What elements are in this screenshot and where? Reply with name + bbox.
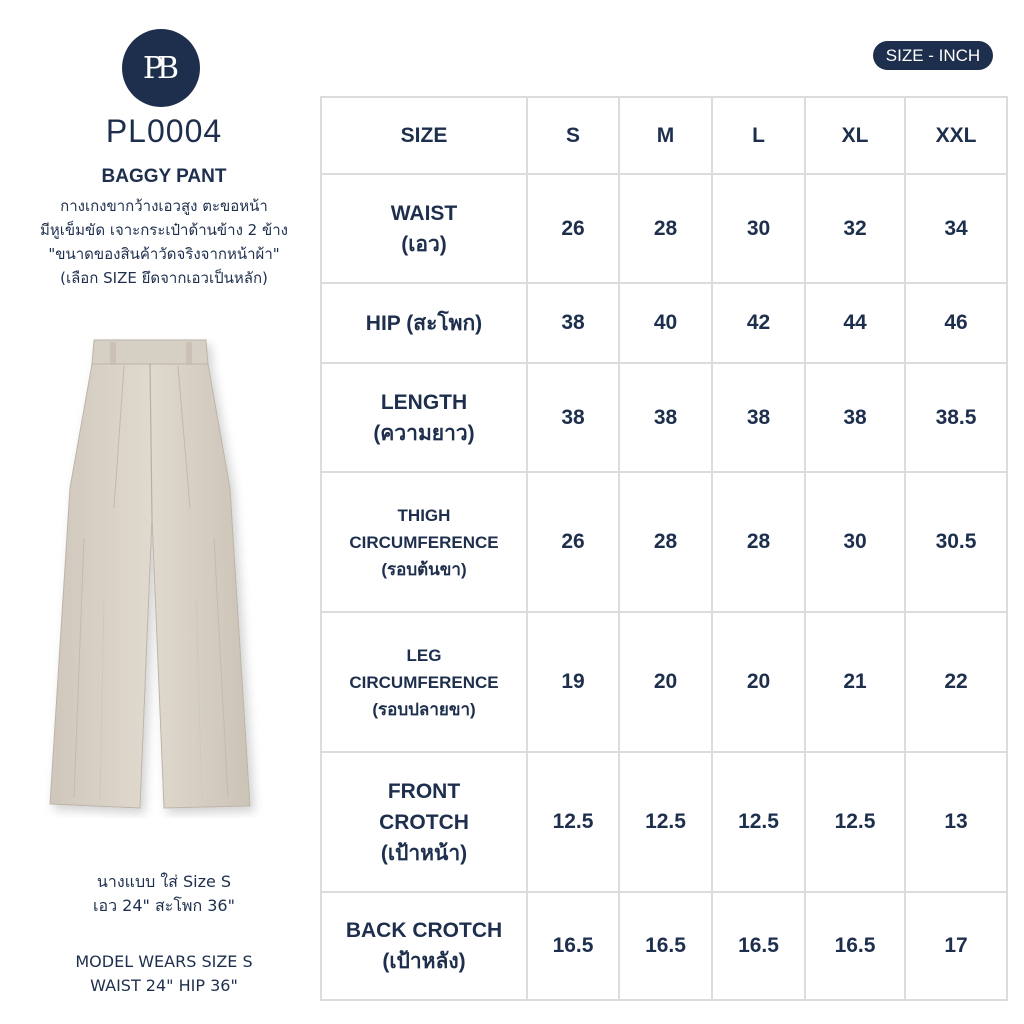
label-line: (รอบปลายขา) (372, 699, 476, 719)
header-l: L (712, 97, 805, 174)
table-cell: 30 (712, 174, 805, 283)
header-xxl: XXL (905, 97, 1007, 174)
model-info-thai (14, 870, 314, 918)
row-label (321, 752, 527, 892)
label-line: HIP (สะโพก) (365, 311, 483, 335)
description-line: "ขนาดของสินค้าวัดจริงจากหน้าผ้า" (48, 245, 280, 263)
table-row-front-crotch (321, 752, 1007, 892)
table-row-waist (321, 174, 1007, 283)
table-cell: 26 (527, 174, 619, 283)
table-cell: 32 (805, 174, 905, 283)
table-cell: 12.5 (527, 752, 619, 892)
row-label (321, 283, 527, 363)
table-cell: 38.5 (905, 363, 1007, 472)
logo-text: PB (142, 50, 174, 86)
label-line: LEG (406, 645, 442, 665)
header-m: M (619, 97, 712, 174)
header-s: S (527, 97, 619, 174)
row-label (321, 363, 527, 472)
table-cell: 16.5 (619, 892, 712, 1000)
row-label (321, 174, 527, 283)
label-line: (เอว) (401, 232, 447, 256)
table-cell: 38 (805, 363, 905, 472)
description-line: มีหูเข็มขัด เจาะกระเป๋าด้านข้าง 2 ข้าง (40, 221, 288, 239)
table-row-thigh (321, 472, 1007, 612)
label-line: (ความยาว) (373, 421, 475, 445)
table-cell: 16.5 (712, 892, 805, 1000)
table-header-row (321, 97, 1007, 174)
label-line: (เป้าหลัง) (382, 950, 466, 973)
table-cell: 28 (712, 472, 805, 612)
table-cell: 34 (905, 174, 1007, 283)
label-line: THIGH (397, 505, 451, 525)
row-label (321, 892, 527, 1000)
table-cell: 17 (905, 892, 1007, 1000)
table-cell: 40 (619, 283, 712, 363)
model-measure-en: WAIST 24" HIP 36" (90, 976, 238, 995)
table-cell: 42 (712, 283, 805, 363)
table-cell: 38 (527, 363, 619, 472)
product-description (14, 194, 314, 290)
header-size: SIZE (321, 97, 527, 174)
label-line: LENGTH (380, 390, 468, 414)
table-cell: 30 (805, 472, 905, 612)
model-size-thai: นางแบบ ใส่ Size S (96, 872, 232, 891)
label-line: (เป้าหน้า) (380, 841, 468, 865)
label-line: FRONT (387, 779, 461, 803)
table-cell: 16.5 (805, 892, 905, 1000)
label-line: BACK CROTCH (345, 919, 503, 942)
table-cell: 38 (619, 363, 712, 472)
product-code: PL0004 (105, 113, 223, 149)
table-cell: 26 (527, 472, 619, 612)
table-cell: 44 (805, 283, 905, 363)
row-label (321, 472, 527, 612)
model-measure-thai: เอว 24" สะโพก 36" (93, 896, 235, 915)
model-size-en: MODEL WEARS SIZE S (75, 952, 253, 971)
table-row-hip (321, 283, 1007, 363)
table-cell: 22 (905, 612, 1007, 752)
description-line: (เลือก SIZE ยึดจากเอวเป็นหลัก) (60, 269, 268, 287)
table-cell: 28 (619, 174, 712, 283)
table-cell: 38 (712, 363, 805, 472)
label-line: (รอบต้นขา) (381, 559, 467, 579)
table-row-leg (321, 612, 1007, 752)
row-label (321, 612, 527, 752)
table-cell: 46 (905, 283, 1007, 363)
table-row-back-crotch (321, 892, 1007, 1000)
table-cell: 21 (805, 612, 905, 752)
table-cell: 38 (527, 283, 619, 363)
label-line: WAIST (390, 201, 458, 225)
table-cell: 19 (527, 612, 619, 752)
table-cell: 12.5 (619, 752, 712, 892)
label-line: CIRCUMFERENCE (349, 672, 499, 692)
label-line: CROTCH (379, 810, 469, 834)
brand-logo (122, 29, 200, 107)
header-xl: XL (805, 97, 905, 174)
baggy-pants-photo (44, 338, 264, 818)
description-line: กางเกงขากว้างเอวสูง ตะขอหน้า (60, 197, 268, 215)
table-cell: 30.5 (905, 472, 1007, 612)
product-name: BAGGY PANT (101, 166, 227, 187)
unit-badge: SIZE - INCH (873, 41, 993, 70)
table-cell: 13 (905, 752, 1007, 892)
table-cell: 16.5 (527, 892, 619, 1000)
table-cell: 20 (619, 612, 712, 752)
table-cell: 28 (619, 472, 712, 612)
table-cell: 12.5 (712, 752, 805, 892)
model-info-en (14, 950, 314, 998)
table-cell: 12.5 (805, 752, 905, 892)
table-cell: 20 (712, 612, 805, 752)
table-row-length (321, 363, 1007, 472)
label-line: CIRCUMFERENCE (349, 532, 499, 552)
size-chart-table (320, 96, 1008, 1001)
